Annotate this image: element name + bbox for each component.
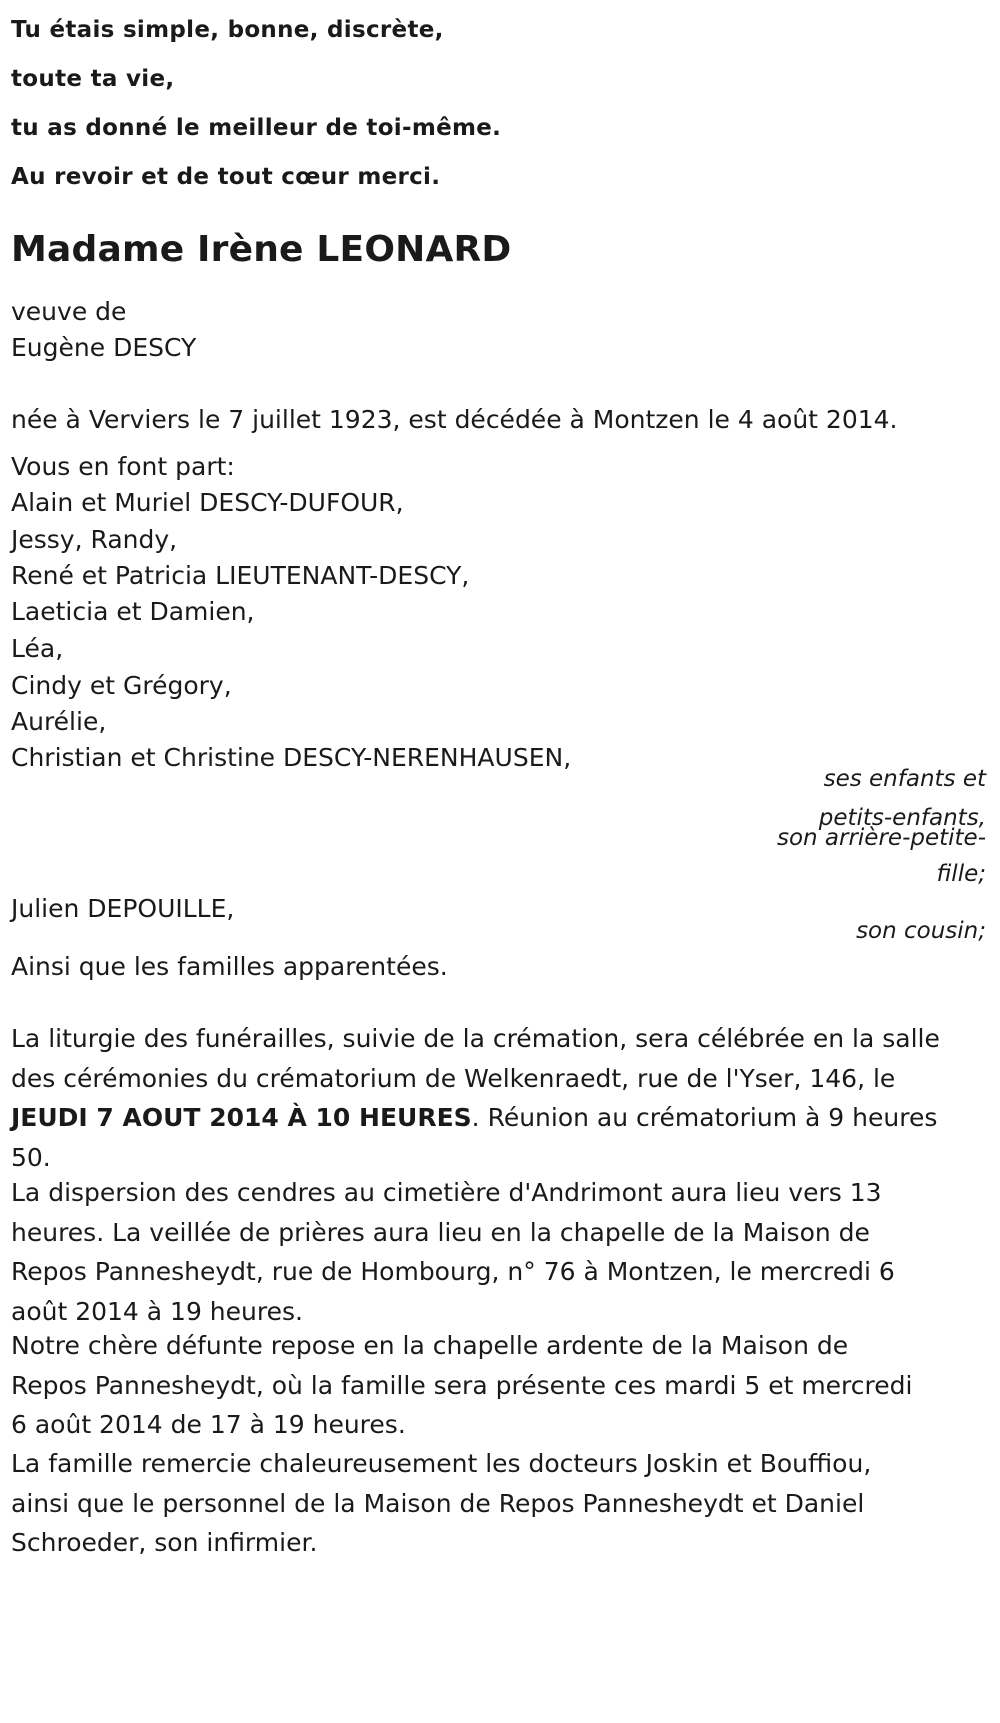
thanks-line: Schroeder, son infirmier.	[11, 1528, 318, 1557]
epitaph	[11, 6, 501, 202]
family-member: Alain et Muriel DESCY-DUFOUR,	[11, 488, 404, 517]
epitaph-line: Tu étais simple, bonne, discrète,	[11, 17, 444, 43]
birth-death: née à Verviers le 7 juillet 1923, est décédée à Montzen le 4 août 2014.	[11, 405, 898, 434]
thanks-line: La famille remercie chaleureusement les docteurs Joskin et Bouffiou,	[11, 1449, 872, 1478]
dispersion-line: heures. La veillée de prières aura lieu en la chapelle de la Maison de	[11, 1217, 870, 1247]
relation-great-grandchild: fille;	[936, 861, 986, 887]
chapelle-line: Repos Pannesheydt, où la famille sera présente ces mardi 5 et mercredi	[11, 1370, 913, 1400]
thanks-paragraph	[11, 1444, 996, 1563]
liturgy-line: 50.	[11, 1142, 51, 1172]
epitaph-line: Au revoir et de tout cœur merci.	[11, 164, 441, 190]
chapelle-line: Notre chère défunte repose en la chapelle ardente de la Maison de	[11, 1331, 849, 1360]
family-member: Jessy, Randy,	[11, 525, 178, 554]
family-member: Laeticia et Damien,	[11, 597, 255, 626]
relation-children: petits-enfants,	[818, 805, 986, 831]
epitaph-line: toute ta vie,	[11, 66, 175, 92]
family-member: Aurélie,	[11, 707, 107, 736]
chapelle-line: 6 août 2014 de 17 à 19 heures.	[11, 1410, 406, 1439]
dispersion-paragraph	[11, 1173, 996, 1331]
dispersion-line: La dispersion des cendres au cimetière d'Andrimont aura lieu vers 13	[11, 1178, 882, 1207]
widow-of-label: veuve de	[11, 297, 127, 326]
family-member: Christian et Christine DESCY-NERENHAUSEN,	[11, 743, 572, 772]
family-member: Léa,	[11, 634, 64, 663]
family-member: René et Patricia LIEUTENANT-DESCY,	[11, 561, 470, 590]
announce-label: Vous en font part:	[11, 452, 235, 481]
liturgy-line: La liturgie des funérailles, suivie de la crémation, sera célébrée en la salle	[11, 1024, 940, 1053]
family-member: Cindy et Grégory,	[11, 671, 232, 700]
liturgy-line: des cérémonies du crématorium de Welkenraedt, rue de l'Yser, 146, le	[11, 1063, 896, 1093]
deceased-name: Madame Irène LEONARD	[11, 229, 512, 270]
liturgy-paragraph	[11, 1019, 996, 1177]
relation-great-grandchild: son arrière-petite-	[776, 825, 986, 851]
dispersion-line: août 2014 à 19 heures.	[11, 1296, 303, 1326]
relation-cousin: son cousin;	[856, 918, 986, 944]
spouse-name: Eugène DESCY	[11, 333, 197, 362]
cousin-name: Julien DEPOUILLE,	[11, 894, 235, 923]
epitaph-line: tu as donné le meilleur de toi-même.	[11, 115, 502, 141]
liturgy-line	[11, 1098, 996, 1138]
dispersion-line: Repos Pannesheydt, rue de Hombourg, n° 76 à Montzen, le mercredi 6	[11, 1257, 895, 1286]
chapelle-paragraph	[11, 1326, 996, 1445]
families-related: Ainsi que les familles apparentées.	[11, 952, 448, 981]
ceremony-date: JEUDI 7 AOUT 2014 À 10 HEURES	[11, 1103, 472, 1132]
liturgy-line-rest: . Réunion au crématorium à 9 heures	[471, 1103, 938, 1132]
thanks-line: ainsi que le personnel de la Maison de Repos Pannesheydt et Daniel	[11, 1488, 865, 1518]
relation-children: ses enfants et	[823, 766, 986, 792]
